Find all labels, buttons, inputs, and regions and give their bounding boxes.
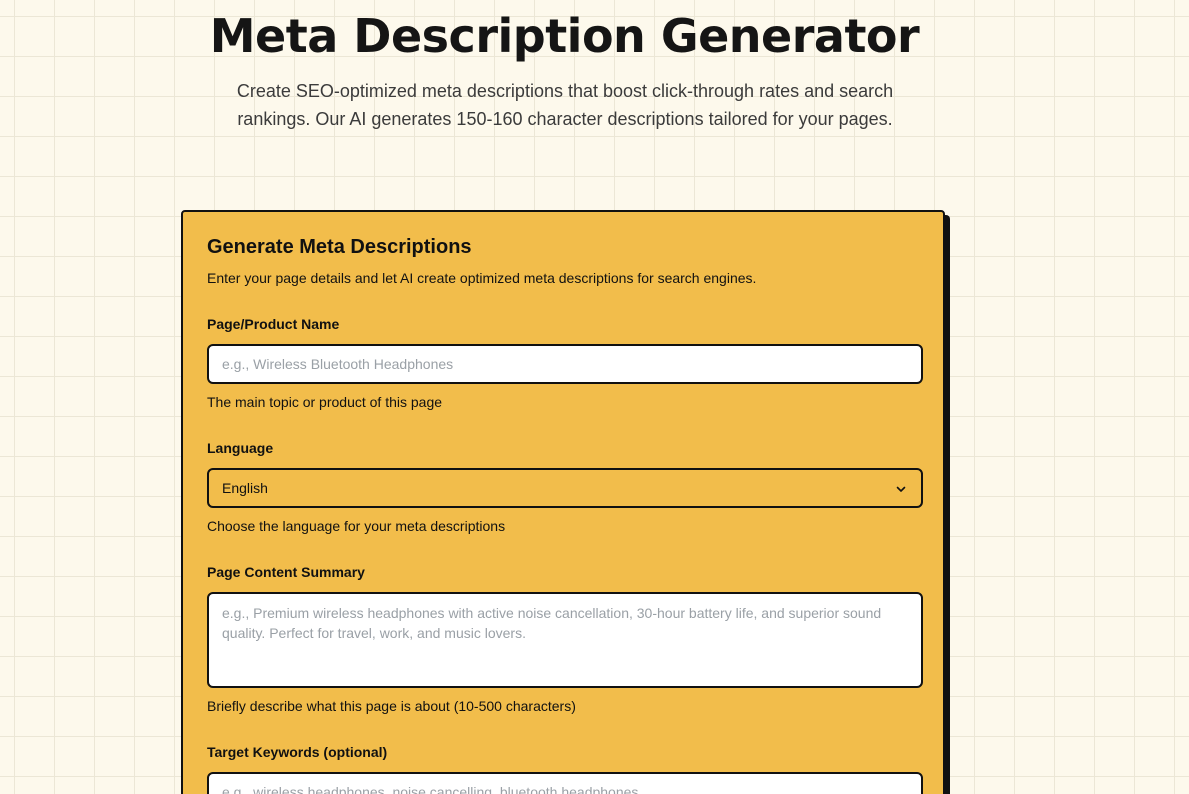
page-name-input[interactable] <box>207 344 923 384</box>
language-select-value: English <box>222 480 268 496</box>
form-description: Enter your page details and let AI create optimized meta descriptions for search engines. <box>207 270 757 286</box>
form-title: Generate Meta Descriptions <box>207 236 472 258</box>
page-name-label: Page/Product Name <box>207 316 340 332</box>
content-summary-help: Briefly describe what this page is about (10-500 characters) <box>207 698 576 714</box>
generator-form-card <box>181 210 945 794</box>
language-help: Choose the language for your meta descriptions <box>207 518 506 534</box>
page-subtitle: Create SEO-optimized meta descriptions that boost click-through rates and search rankings. Our AI generates 150-160 character descriptions tailored for your pages. <box>236 81 894 129</box>
content-summary-label: Page Content Summary <box>207 564 365 580</box>
language-select[interactable] <box>207 468 923 508</box>
page-title: Meta Description Generator <box>209 9 920 63</box>
keywords-label: Target Keywords (optional) <box>207 744 388 760</box>
keywords-input[interactable] <box>207 772 923 794</box>
content-summary-textarea[interactable] <box>207 592 923 688</box>
chevron-down-icon <box>895 483 907 495</box>
page-name-help: The main topic or product of this page <box>207 394 443 410</box>
language-label: Language <box>207 440 274 456</box>
